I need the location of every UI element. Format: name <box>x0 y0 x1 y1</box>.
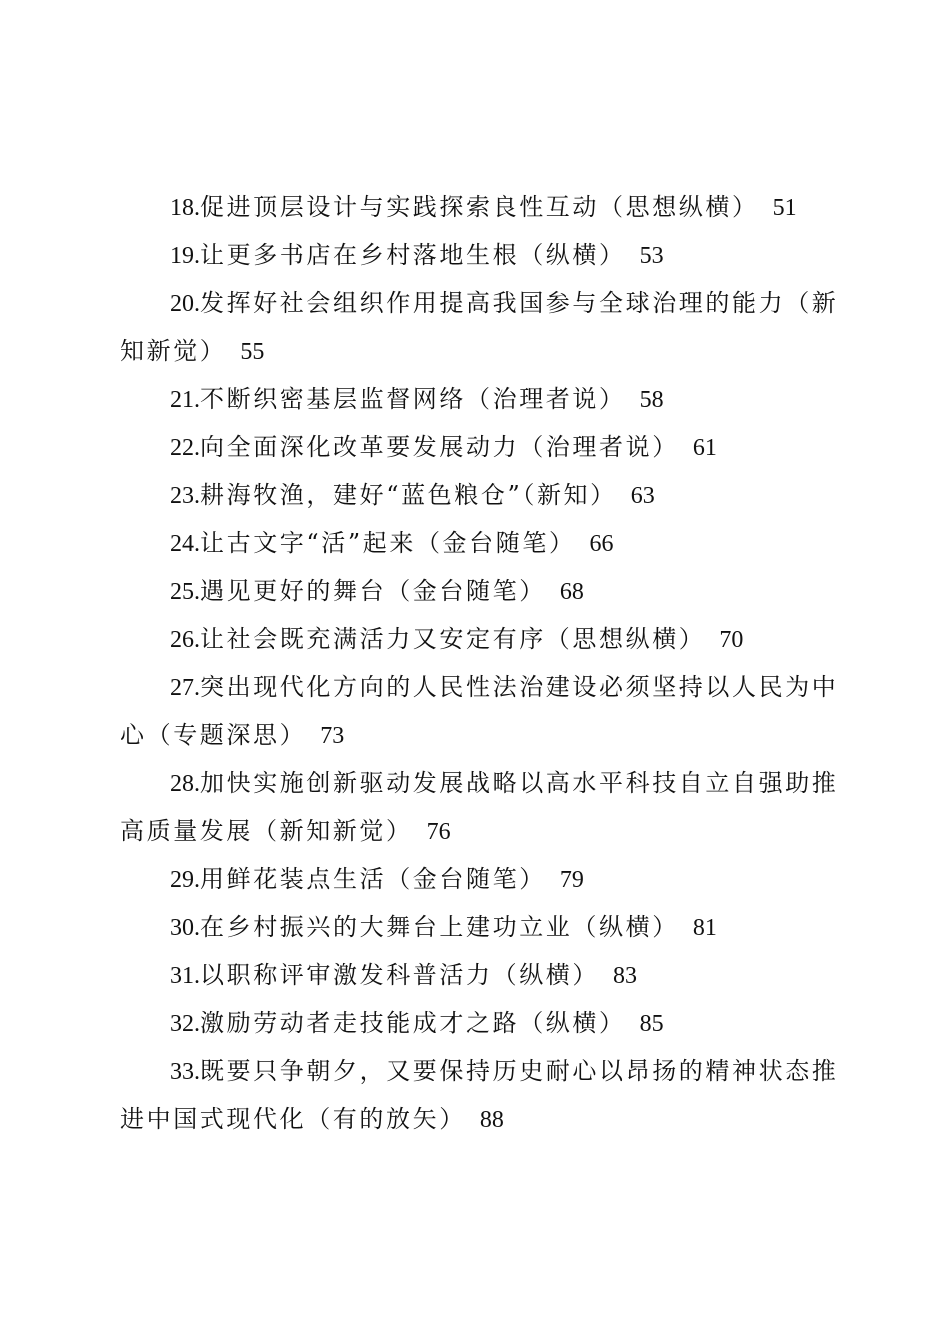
toc-entry <box>120 424 848 472</box>
toc-entry-number: 20. <box>170 291 200 317</box>
toc-entry-page: 55 <box>240 339 265 365</box>
toc-entry <box>120 184 848 232</box>
toc-entry-number: 26. <box>170 627 200 653</box>
toc-entry-title: 遇见更好的舞台（金台随笔） <box>200 577 546 605</box>
toc-entry-number: 22. <box>170 435 200 461</box>
toc-entry-title: 突出现代化方向的人民性法治建设必须坚持以人民为中心（专题深思） <box>120 673 839 749</box>
toc-entry-number: 23. <box>170 483 200 509</box>
toc-entry-page: 81 <box>692 915 717 941</box>
toc-entry-title: 耕海牧渔，建好“蓝色粮仓”（新知） <box>200 481 617 509</box>
toc-entry-title: 既要只争朝夕，又要保持历史耐心以昂扬的精神状态推进中国式现代化（有的放矢） <box>120 1057 839 1133</box>
toc-entry-page: 61 <box>692 435 717 461</box>
toc-entry-number: 31. <box>170 963 200 989</box>
toc-entry-number: 30. <box>170 915 200 941</box>
toc-entry-page: 58 <box>639 387 664 413</box>
toc-entry-page: 63 <box>630 483 655 509</box>
toc-entry-number: 32. <box>170 1011 200 1037</box>
toc-entry <box>120 520 848 568</box>
table-of-contents <box>120 184 848 1144</box>
toc-entry-title: 加快实施创新驱动发展战略以高水平科技自立自强助推高质量发展（新知新觉） <box>120 769 839 845</box>
toc-entry-page: 70 <box>719 627 744 653</box>
toc-entry <box>120 472 848 520</box>
toc-entry <box>120 664 848 760</box>
toc-entry-title: 在乡村振兴的大舞台上建功立业（纵横） <box>200 913 679 941</box>
toc-entry <box>120 568 848 616</box>
toc-entry-page: 83 <box>613 963 637 989</box>
toc-entry-title: 促进顶层设计与实践探索良性互动（思想纵横） <box>200 193 759 221</box>
toc-entry-page: 88 <box>479 1107 504 1133</box>
toc-entry <box>120 376 848 424</box>
toc-entry <box>120 1000 848 1048</box>
toc-entry <box>120 856 848 904</box>
toc-entry-number: 21. <box>170 387 200 413</box>
toc-entry-page: 76 <box>426 819 451 845</box>
toc-entry-number: 19. <box>170 243 200 269</box>
toc-entry <box>120 280 848 376</box>
toc-entry-page: 73 <box>320 723 345 749</box>
toc-entry-title: 用鲜花装点生活（金台随笔） <box>200 865 546 893</box>
toc-entry <box>120 904 848 952</box>
toc-entry <box>120 232 848 280</box>
toc-entry-number: 33. <box>170 1059 200 1085</box>
toc-entry <box>120 1048 848 1144</box>
toc-entry-page: 79 <box>559 867 584 893</box>
toc-entry-page: 85 <box>639 1011 664 1037</box>
toc-entry-page: 53 <box>639 243 664 269</box>
toc-entry <box>120 952 848 1000</box>
toc-entry-page: 51 <box>772 195 797 221</box>
toc-entry-title: 向全面深化改革要发展动力（治理者说） <box>200 433 679 461</box>
toc-entry-number: 24. <box>170 531 200 557</box>
toc-entry-number: 27. <box>170 675 200 701</box>
toc-entry <box>120 616 848 664</box>
toc-entry-number: 29. <box>170 867 200 893</box>
toc-entry-title: 让社会既充满活力又安定有序（思想纵横） <box>200 625 706 653</box>
toc-entry-title: 激励劳动者走技能成才之路（纵横） <box>200 1009 626 1037</box>
toc-entry-title: 让更多书店在乡村落地生根（纵横） <box>200 241 626 269</box>
toc-entry-number: 18. <box>170 195 200 221</box>
toc-entry-page: 68 <box>559 579 584 605</box>
toc-entry <box>120 760 848 856</box>
toc-entry-title: 让古文字“活”起来（金台随笔） <box>200 529 576 557</box>
toc-entry-page: 66 <box>589 531 614 557</box>
toc-entry-title: 发挥好社会组织作用提高我国参与全球治理的能力（新知新觉） <box>120 289 839 365</box>
toc-entry-title: 不断织密基层监督网络（治理者说） <box>200 385 626 413</box>
toc-entry-title: 以职称评审激发科普活力（纵横） <box>200 961 599 989</box>
toc-entry-number: 28. <box>170 771 200 797</box>
toc-entry-number: 25. <box>170 579 200 605</box>
